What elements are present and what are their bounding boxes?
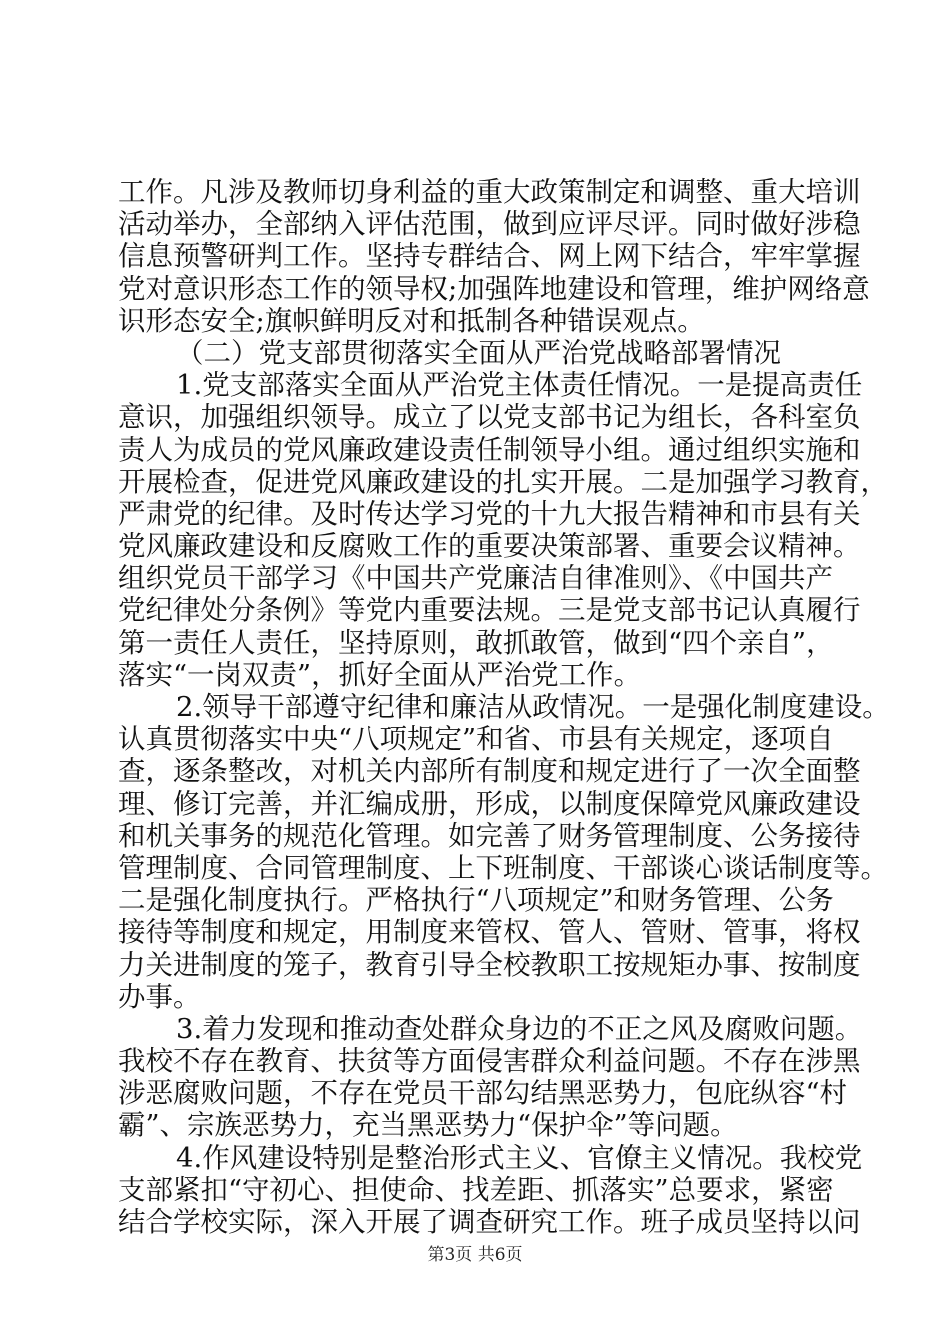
- text-line: 党纪律处分条例》等党内重要法规。三是党支部书记认真履行: [118, 594, 861, 627]
- text-line: 识形态安全;旗帜鲜明反对和抵制各种错误观点。: [118, 304, 705, 337]
- text-line: 结合学校实际，深入开展了调查研究工作。班子成员坚持以问: [118, 1206, 861, 1238]
- page-footer: 第3页 共6页: [427, 1245, 523, 1265]
- text-line: 霸”、宗族恶势力，充当黑恶势力“保护伞”等问题。: [118, 1109, 738, 1142]
- text-line: 活动举办，全部纳入评估范围，做到应评尽评。同时做好涉稳: [118, 208, 861, 241]
- text-line: 管理制度、合同管理制度、上下班制度、干部谈心谈话制度等。: [118, 851, 888, 884]
- text-line: 落实“一岗双责”，抓好全面从严治党工作。: [118, 658, 642, 691]
- text-line: 1.党支部落实全面从严治党主体责任情况。一是提高责任: [176, 369, 863, 402]
- text-line: 意识，加强组织领导。成立了以党支部书记为组长，各科室负: [118, 401, 861, 434]
- text-line: 党风廉政建设和反腐败工作的重要决策部署、重要会议精神。: [118, 530, 861, 563]
- text-line: 认真贯彻落实中央“八项规定”和省、市县有关规定，逐项自: [118, 723, 834, 756]
- text-line: 责人为成员的党风廉政建设责任制领导小组。通过组织实施和: [118, 433, 861, 466]
- text-line: 4.作风建设特别是整治形式主义、官僚主义情况。我校党: [176, 1141, 863, 1174]
- text-line: 工作。凡涉及教师切身利益的重大政策制定和调整、重大培训: [118, 176, 861, 208]
- text-line: 信息预警研判工作。坚持专群结合、网上网下结合，牢牢掌握: [118, 240, 861, 273]
- text-line: 涉恶腐败问题，不存在党员干部勾结黑恶势力，包庇纵容“村: [118, 1077, 848, 1110]
- text-line: 严肃党的纪律。及时传达学习党的十九大报告精神和市县有关: [118, 497, 861, 530]
- text-line: 支部紧扣“守初心、担使命、找差距、抓落实”总要求，紧密: [118, 1173, 834, 1206]
- text-line: 我校不存在教育、扶贫等方面侵害群众利益问题。不存在涉黑: [118, 1045, 861, 1078]
- text-line: 二是强化制度执行。严格执行“八项规定”和财务管理、公务: [118, 884, 834, 917]
- text-line: 组织党员干部学习《中国共产党廉洁自律准则》、《中国共产: [118, 562, 833, 595]
- text-line: 理、修订完善，并汇编成册，形成，以制度保障党风廉政建设: [118, 787, 861, 820]
- text-line: 党对意识形态工作的领导权;加强阵地建设和管理，维护网络意: [118, 272, 870, 305]
- text-line: 第一责任人责任，坚持原则，敢抓敢管，做到“四个亲自”，: [118, 626, 834, 659]
- text-line: 接待等制度和规定，用制度来管权、管人、管财、管事，将权: [118, 916, 861, 949]
- text-line: 开展检查，促进党风廉政建设的扎实开展。二是加强学习教育，: [118, 465, 888, 498]
- text-line: 办事。: [118, 980, 201, 1013]
- text-line: 3.着力发现和推动查处群众身边的不正之风及腐败问题。: [176, 1012, 863, 1045]
- text-line: 和机关事务的规范化管理。如完善了财务管理制度、公务接待: [118, 819, 861, 852]
- text-line: （二）党支部贯彻落实全面从严治党战略部署情况: [176, 336, 781, 369]
- text-line: 查，逐条整改，对机关内部所有制度和规定进行了一次全面整: [118, 755, 861, 788]
- document-body: [118, 176, 890, 1238]
- text-line: 力关进制度的笼子，教育引导全校教职工按规矩办事、按制度: [118, 948, 861, 981]
- text-line: 2.领导干部遵守纪律和廉洁从政情况。一是强化制度建设。: [176, 691, 890, 723]
